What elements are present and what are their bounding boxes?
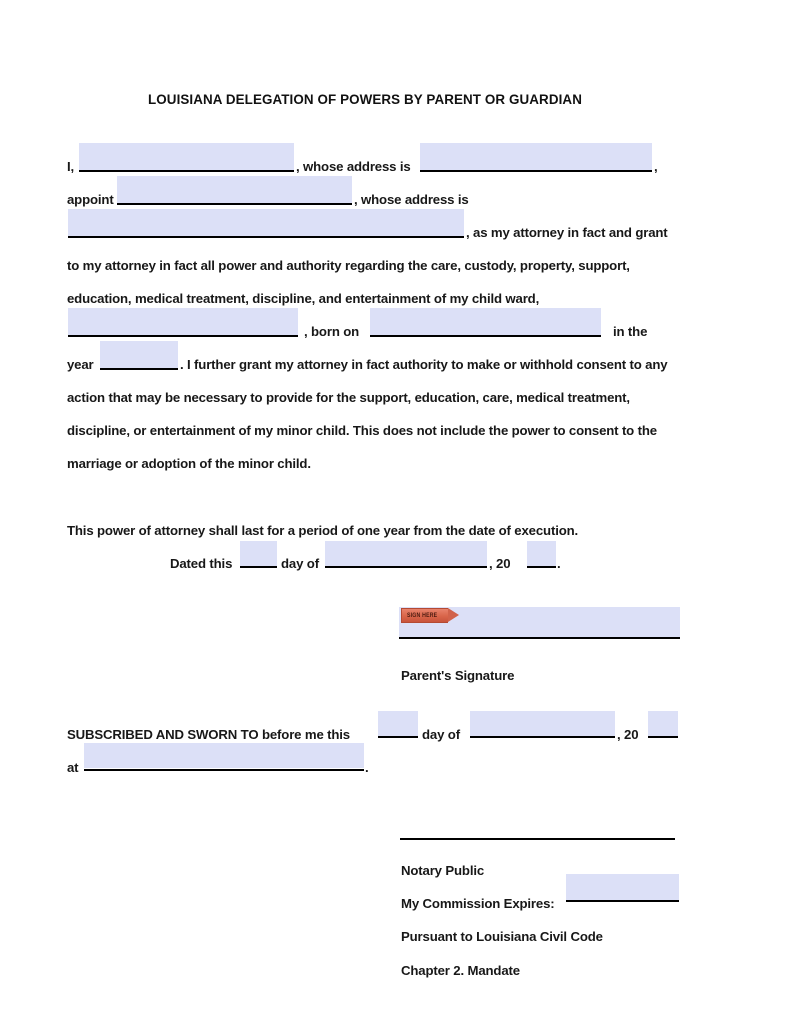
statute-line-1: Pursuant to Louisiana Civil Code — [401, 929, 603, 944]
rule-commission-expires — [566, 900, 679, 902]
field-sworn-location[interactable] — [84, 743, 364, 768]
line7-prefix-label: year — [67, 357, 94, 372]
line2-prefix-label: appoint — [67, 192, 114, 207]
rule-parent-signature — [399, 637, 680, 639]
sworn-year-prefix-label: , 20 — [617, 727, 639, 742]
rule-sworn-location — [84, 769, 364, 771]
field-commission-expires[interactable] — [566, 874, 679, 900]
field-sworn-month[interactable] — [470, 711, 615, 736]
body-line-10: marriage or adoption of the minor child. — [67, 456, 311, 471]
field-child-birthdate[interactable] — [370, 308, 601, 335]
rule-dated-day — [240, 566, 277, 568]
rule-principal-name — [79, 170, 294, 172]
rule-principal-address — [420, 170, 652, 172]
rule-agent-name — [117, 203, 352, 205]
field-principal-name[interactable] — [79, 143, 294, 170]
body-line-9: discipline, or entertainment of my minor child. This does not include the power to consent to the — [67, 423, 657, 438]
line6-mid-label: , born on — [304, 324, 360, 339]
rule-dated-month — [325, 566, 487, 568]
sign-here-tag-icon[interactable] — [401, 608, 448, 623]
dated-day-label: day of — [281, 556, 319, 571]
rule-agent-address — [68, 236, 464, 238]
sworn-prefix-label: SUBSCRIBED AND SWORN TO before me this — [67, 727, 350, 742]
rule-child-name — [68, 335, 298, 337]
dated-prefix-label: Dated this — [170, 556, 233, 571]
statute-line-2: Chapter 2. Mandate — [401, 963, 520, 978]
notary-public-label: Notary Public — [401, 863, 485, 878]
line6-suffix-label: in the — [613, 324, 648, 339]
rule-child-birth-year — [100, 368, 178, 370]
line7-suffix-label: . I further grant my attorney in fact authority to make or withhold consent to any — [180, 357, 668, 372]
field-agent-address[interactable] — [68, 209, 464, 236]
line3-suffix-label: , as my attorney in fact and grant — [466, 225, 668, 240]
dated-year-prefix-label: , 20 — [489, 556, 511, 571]
line2-mid-label: , whose address is — [354, 192, 469, 207]
body-line-4: to my attorney in fact all power and authority regarding the care, custody, property, support, — [67, 258, 630, 273]
body-line-5: education, medical treatment, discipline, and entertainment of my child ward, — [67, 291, 540, 306]
field-sworn-day[interactable] — [378, 711, 418, 736]
duration-clause: This power of attorney shall last for a period of one year from the date of execution. — [67, 523, 579, 538]
field-child-birth-year[interactable] — [100, 341, 178, 368]
sworn-day-label: day of — [422, 727, 460, 742]
line1-mid-label: , whose address is — [296, 159, 411, 174]
rule-notary-signature[interactable] — [400, 838, 675, 840]
dated-period-label: . — [557, 556, 561, 571]
field-child-name[interactable] — [68, 308, 298, 335]
parent-signature-caption: Parent's Signature — [401, 668, 515, 683]
sign-here-arrow-icon — [448, 608, 459, 622]
sworn-at-period-label: . — [365, 760, 369, 775]
rule-sworn-year — [648, 736, 678, 738]
rule-child-birthdate — [370, 335, 601, 337]
field-agent-name[interactable] — [117, 176, 352, 203]
field-sworn-year[interactable] — [648, 711, 678, 736]
line1-prefix-label: I, — [67, 159, 75, 174]
sign-here-tag-label: SIGN HERE — [407, 612, 438, 619]
sworn-at-label: at — [67, 760, 79, 775]
rule-dated-year — [527, 566, 556, 568]
commission-expires-label: My Commission Expires: — [401, 896, 555, 911]
field-dated-year[interactable] — [527, 541, 556, 566]
field-principal-address[interactable] — [420, 143, 652, 170]
page-title: LOUISIANA DELEGATION OF POWERS BY PARENT OR GUARDIAN — [148, 92, 582, 107]
rule-sworn-day — [378, 736, 418, 738]
rule-sworn-month — [470, 736, 615, 738]
body-line-8: action that may be necessary to provide for the support, education, care, medical treatment, — [67, 390, 630, 405]
field-dated-day[interactable] — [240, 541, 277, 566]
field-dated-month[interactable] — [325, 541, 487, 566]
line1-suffix-label: , — [654, 159, 658, 174]
